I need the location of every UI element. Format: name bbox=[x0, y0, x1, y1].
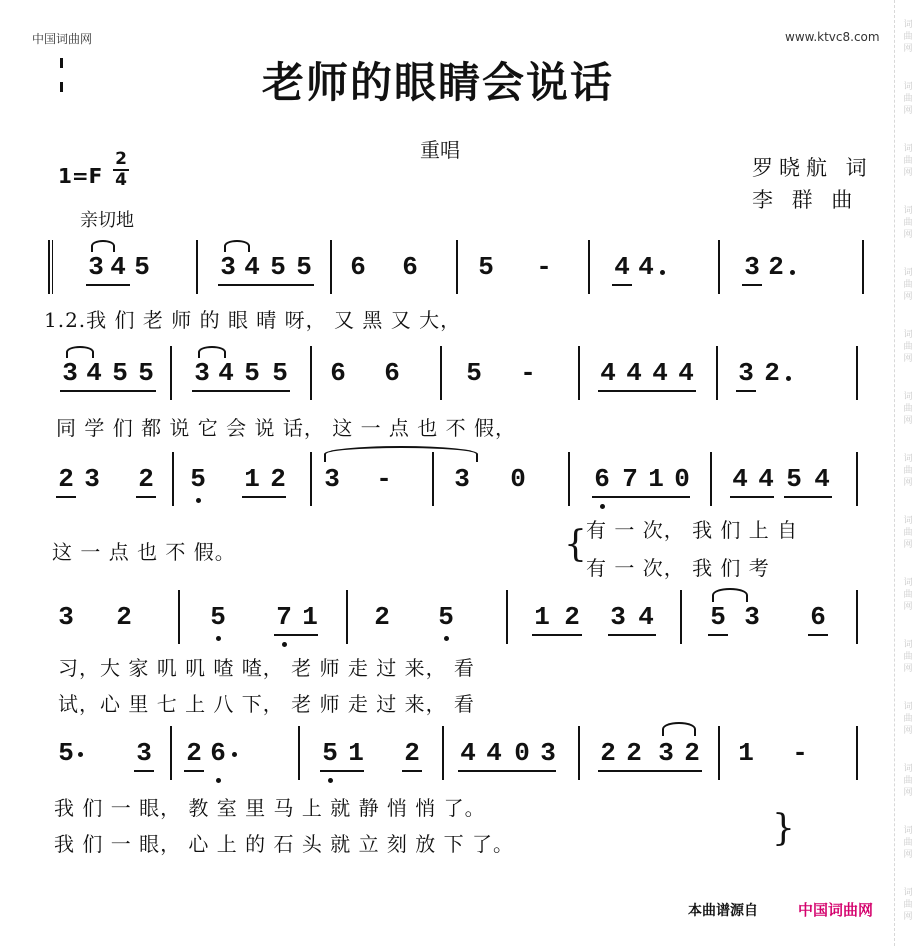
barline bbox=[856, 590, 858, 644]
watermark-glyph: 网 bbox=[903, 106, 913, 116]
barline bbox=[196, 240, 198, 294]
watermark-glyph: 曲 bbox=[903, 218, 913, 228]
watermark-glyph: 词 bbox=[903, 826, 913, 836]
barline bbox=[568, 452, 570, 506]
watermark-glyph: 网 bbox=[903, 44, 913, 54]
watermark-glyph: 曲 bbox=[903, 156, 913, 166]
note: 3 bbox=[658, 738, 674, 768]
watermark-glyph: 词 bbox=[903, 392, 913, 402]
watermark-glyph: 词 bbox=[903, 516, 913, 526]
source-site[interactable]: 中国词曲网 bbox=[798, 901, 874, 919]
start-barline bbox=[48, 240, 50, 294]
note: 4 bbox=[732, 464, 748, 494]
watermark-glyph: 词 bbox=[903, 764, 913, 774]
note: 5 bbox=[272, 358, 288, 388]
watermark-glyph: 曲 bbox=[903, 342, 913, 352]
underline-beam bbox=[736, 390, 756, 392]
source-label: 本曲谱源自 bbox=[688, 903, 758, 919]
underline-beam bbox=[708, 634, 728, 636]
dot-below bbox=[444, 636, 449, 641]
margin-tick bbox=[60, 58, 63, 68]
note: 3 bbox=[738, 358, 754, 388]
note: 4 bbox=[600, 358, 616, 388]
watermark-glyph: 网 bbox=[903, 602, 913, 612]
underline-beam bbox=[274, 634, 318, 636]
underline-beam bbox=[402, 770, 422, 772]
note: 2 bbox=[116, 602, 132, 632]
barline bbox=[456, 240, 458, 294]
watermark-glyph: 曲 bbox=[903, 528, 913, 538]
note: 5 bbox=[210, 602, 226, 632]
watermark-glyph: 词 bbox=[903, 888, 913, 898]
note: 4 bbox=[110, 252, 126, 282]
time-numerator: 2 bbox=[115, 149, 127, 169]
watermark-glyph: 词 bbox=[903, 640, 913, 650]
lyric-line: 1.2.我 们 老 师 的 眼 晴 呀， 又 黑 又 大， bbox=[44, 308, 462, 332]
watermark-glyph: 曲 bbox=[903, 590, 913, 600]
watermark-glyph: 曲 bbox=[903, 838, 913, 848]
note: 5 bbox=[112, 358, 128, 388]
watermark-glyph: 网 bbox=[903, 230, 913, 240]
lyric-line: 习，大 家 叽 叽 喳 喳， 老 师 走 过 来， 看 bbox=[58, 656, 475, 680]
watermark-glyph: 网 bbox=[903, 168, 913, 178]
note: 5 bbox=[58, 738, 74, 768]
watermark-glyph: 网 bbox=[903, 540, 913, 550]
slur bbox=[198, 346, 226, 358]
note: 1 bbox=[534, 602, 550, 632]
watermark-glyph: 网 bbox=[903, 292, 913, 302]
note: 1 bbox=[244, 464, 260, 494]
expression-mark: 亲切地 bbox=[80, 210, 134, 231]
note: 4 bbox=[758, 464, 774, 494]
barline bbox=[680, 590, 682, 644]
underline-beam bbox=[218, 284, 314, 286]
note: 2 bbox=[684, 738, 700, 768]
watermark-glyph: 网 bbox=[903, 850, 913, 860]
note: 5 bbox=[478, 252, 494, 282]
note: 3 bbox=[136, 738, 152, 768]
note: 4 bbox=[652, 358, 668, 388]
staff-row-2 bbox=[48, 346, 868, 400]
dot-below bbox=[196, 498, 201, 503]
note: 4 bbox=[86, 358, 102, 388]
watermark-glyph: 词 bbox=[903, 330, 913, 340]
underline-beam bbox=[598, 390, 696, 392]
dot bbox=[232, 752, 237, 757]
note: 3 bbox=[88, 252, 104, 282]
start-barline-thin bbox=[52, 240, 53, 294]
dot bbox=[78, 752, 83, 757]
note: 3 bbox=[744, 602, 760, 632]
note: 6 bbox=[384, 358, 400, 388]
note: - bbox=[376, 464, 392, 494]
margin-tick bbox=[60, 82, 63, 92]
dot-below bbox=[600, 504, 605, 509]
note: - bbox=[520, 358, 536, 388]
dot bbox=[660, 270, 665, 275]
verse-brace-close: } bbox=[772, 808, 795, 849]
note: 1 bbox=[738, 738, 754, 768]
note: 2 bbox=[270, 464, 286, 494]
note: 3 bbox=[220, 252, 236, 282]
underline-beam bbox=[458, 770, 556, 772]
underline-beam bbox=[592, 496, 690, 498]
note: 3 bbox=[58, 602, 74, 632]
lyric-line: 我 们 一 眼， 心 上 的 石 头 就 立 刻 放 下 了。 bbox=[54, 832, 515, 856]
note: 2 bbox=[374, 602, 390, 632]
note: 5 bbox=[270, 252, 286, 282]
slur bbox=[66, 346, 94, 358]
lyric-line: 这 一 点 也 不 假。 bbox=[52, 540, 236, 564]
site-name-left: 中国词曲网 bbox=[32, 32, 93, 46]
underline-beam bbox=[784, 496, 832, 498]
barline bbox=[716, 346, 718, 400]
lyricist-credit: 罗晓航 词 bbox=[752, 156, 873, 180]
underline-beam bbox=[86, 284, 130, 286]
slur bbox=[224, 240, 250, 252]
note: 1 bbox=[348, 738, 364, 768]
note: 4 bbox=[218, 358, 234, 388]
barline bbox=[710, 452, 712, 506]
watermark-glyph: 网 bbox=[903, 726, 913, 736]
note: 3 bbox=[540, 738, 556, 768]
note: 2 bbox=[764, 358, 780, 388]
lyric-line: 有 一 次， 我 们 考 bbox=[586, 556, 770, 580]
staff-row-5 bbox=[48, 726, 868, 780]
note: - bbox=[792, 738, 808, 768]
watermark-glyph: 曲 bbox=[903, 652, 913, 662]
underline-beam bbox=[56, 496, 76, 498]
barline bbox=[432, 452, 434, 506]
watermark-glyph: 词 bbox=[903, 144, 913, 154]
lyric-line: 有 一 次， 我 们 上 自 bbox=[586, 518, 799, 542]
barline bbox=[170, 726, 172, 780]
note: 2 bbox=[58, 464, 74, 494]
underline-beam bbox=[730, 496, 774, 498]
note: 3 bbox=[324, 464, 340, 494]
underline-beam bbox=[532, 634, 582, 636]
watermark-glyph: 词 bbox=[903, 268, 913, 278]
barline bbox=[178, 590, 180, 644]
note: 6 bbox=[350, 252, 366, 282]
underline-beam bbox=[184, 770, 204, 772]
watermark-glyph: 词 bbox=[903, 578, 913, 588]
tie bbox=[324, 446, 478, 462]
watermark-glyph: 曲 bbox=[903, 466, 913, 476]
note: 6 bbox=[810, 602, 826, 632]
watermark-glyph: 曲 bbox=[903, 94, 913, 104]
note: 5 bbox=[466, 358, 482, 388]
watermark-glyph: 网 bbox=[903, 912, 913, 922]
watermark-glyph: 网 bbox=[903, 354, 913, 364]
underline-beam bbox=[136, 496, 156, 498]
verse-brace: { bbox=[564, 524, 587, 565]
barline bbox=[718, 726, 720, 780]
note: 4 bbox=[486, 738, 502, 768]
barline bbox=[578, 726, 580, 780]
underline-beam bbox=[320, 770, 364, 772]
note: - bbox=[536, 252, 552, 282]
key-signature: 1=F bbox=[58, 164, 103, 188]
watermark-glyph: 网 bbox=[903, 416, 913, 426]
song-title: 老师的眼睛会说话 bbox=[262, 58, 615, 107]
barline bbox=[172, 452, 174, 506]
note: 3 bbox=[454, 464, 470, 494]
note: 7 bbox=[622, 464, 638, 494]
note: 2 bbox=[404, 738, 420, 768]
watermark-glyph: 词 bbox=[903, 20, 913, 30]
dot-below bbox=[328, 778, 333, 783]
watermark-glyph: 曲 bbox=[903, 280, 913, 290]
time-signature bbox=[113, 150, 129, 190]
watermark-glyph: 曲 bbox=[903, 900, 913, 910]
barline bbox=[506, 590, 508, 644]
note: 1 bbox=[302, 602, 318, 632]
barline bbox=[330, 240, 332, 294]
note: 3 bbox=[62, 358, 78, 388]
underline-beam bbox=[608, 634, 656, 636]
dot-below bbox=[216, 778, 221, 783]
underline-beam bbox=[192, 390, 290, 392]
underline-beam bbox=[598, 770, 702, 772]
barline bbox=[718, 240, 720, 294]
note: 5 bbox=[438, 602, 454, 632]
barline bbox=[442, 726, 444, 780]
watermark-glyph: 曲 bbox=[903, 32, 913, 42]
note: 5 bbox=[134, 252, 150, 282]
note: 5 bbox=[786, 464, 802, 494]
note: 2 bbox=[768, 252, 784, 282]
lyric-line: 同 学 们 都 说 它 会 说 话， 这 一 点 也 不 假， bbox=[56, 416, 517, 440]
dot bbox=[786, 376, 791, 381]
watermark-strip bbox=[894, 0, 919, 946]
note: 5 bbox=[138, 358, 154, 388]
note: 3 bbox=[744, 252, 760, 282]
underline-beam bbox=[742, 284, 762, 286]
underline-beam bbox=[134, 770, 154, 772]
barline bbox=[856, 726, 858, 780]
note: 5 bbox=[244, 358, 260, 388]
barline bbox=[298, 726, 300, 780]
barline bbox=[856, 452, 858, 506]
note: 2 bbox=[600, 738, 616, 768]
watermark-glyph: 网 bbox=[903, 664, 913, 674]
note: 6 bbox=[402, 252, 418, 282]
note: 0 bbox=[514, 738, 530, 768]
note: 4 bbox=[814, 464, 830, 494]
note: 6 bbox=[330, 358, 346, 388]
composer-credit: 李 群 曲 bbox=[752, 188, 859, 212]
note: 2 bbox=[564, 602, 580, 632]
note: 7 bbox=[276, 602, 292, 632]
underline-beam bbox=[242, 496, 286, 498]
note: 2 bbox=[186, 738, 202, 768]
barline bbox=[588, 240, 590, 294]
note: 5 bbox=[190, 464, 206, 494]
barline bbox=[170, 346, 172, 400]
barline bbox=[440, 346, 442, 400]
note: 0 bbox=[510, 464, 526, 494]
note: 5 bbox=[296, 252, 312, 282]
note: 5 bbox=[710, 602, 726, 632]
underline-beam bbox=[60, 390, 156, 392]
note: 6 bbox=[210, 738, 226, 768]
staff-row-1 bbox=[48, 240, 868, 294]
watermark-glyph: 曲 bbox=[903, 404, 913, 414]
note: 4 bbox=[638, 252, 654, 282]
barline bbox=[346, 590, 348, 644]
site-url: www.ktvc8.com bbox=[785, 30, 880, 44]
note: 4 bbox=[678, 358, 694, 388]
note: 3 bbox=[610, 602, 626, 632]
staff-row-3 bbox=[48, 452, 868, 506]
note: 3 bbox=[84, 464, 100, 494]
watermark-glyph: 网 bbox=[903, 788, 913, 798]
watermark-glyph: 词 bbox=[903, 454, 913, 464]
watermark-glyph: 词 bbox=[903, 702, 913, 712]
barline bbox=[578, 346, 580, 400]
note: 2 bbox=[626, 738, 642, 768]
dot-below bbox=[216, 636, 221, 641]
dot bbox=[790, 270, 795, 275]
note: 4 bbox=[614, 252, 630, 282]
watermark-glyph: 曲 bbox=[903, 776, 913, 786]
note: 4 bbox=[638, 602, 654, 632]
barline bbox=[310, 452, 312, 506]
lyric-line: 试，心 里 七 上 八 下， 老 师 走 过 来， 看 bbox=[58, 692, 475, 716]
watermark-glyph: 词 bbox=[903, 82, 913, 92]
note: 4 bbox=[626, 358, 642, 388]
staff-row-4 bbox=[48, 590, 868, 644]
note: 2 bbox=[138, 464, 154, 494]
song-subtitle: 重唱 bbox=[420, 138, 460, 162]
underline-beam bbox=[808, 634, 828, 636]
watermark-glyph: 网 bbox=[903, 478, 913, 488]
note: 1 bbox=[648, 464, 664, 494]
slur bbox=[712, 588, 748, 602]
note: 3 bbox=[194, 358, 210, 388]
time-denominator: 4 bbox=[115, 170, 127, 190]
note: 4 bbox=[244, 252, 260, 282]
dot-below bbox=[282, 642, 287, 647]
note: 0 bbox=[674, 464, 690, 494]
watermark-glyph: 词 bbox=[903, 206, 913, 216]
barline bbox=[856, 346, 858, 400]
barline bbox=[310, 346, 312, 400]
note: 4 bbox=[460, 738, 476, 768]
lyric-line: 我 们 一 眼， 教 室 里 马 上 就 静 悄 悄 了。 bbox=[54, 796, 486, 820]
watermark-glyph: 曲 bbox=[903, 714, 913, 724]
slur bbox=[91, 240, 115, 252]
barline bbox=[862, 240, 864, 294]
note: 5 bbox=[322, 738, 338, 768]
slur bbox=[662, 722, 696, 736]
note: 6 bbox=[594, 464, 610, 494]
underline-beam bbox=[612, 284, 632, 286]
